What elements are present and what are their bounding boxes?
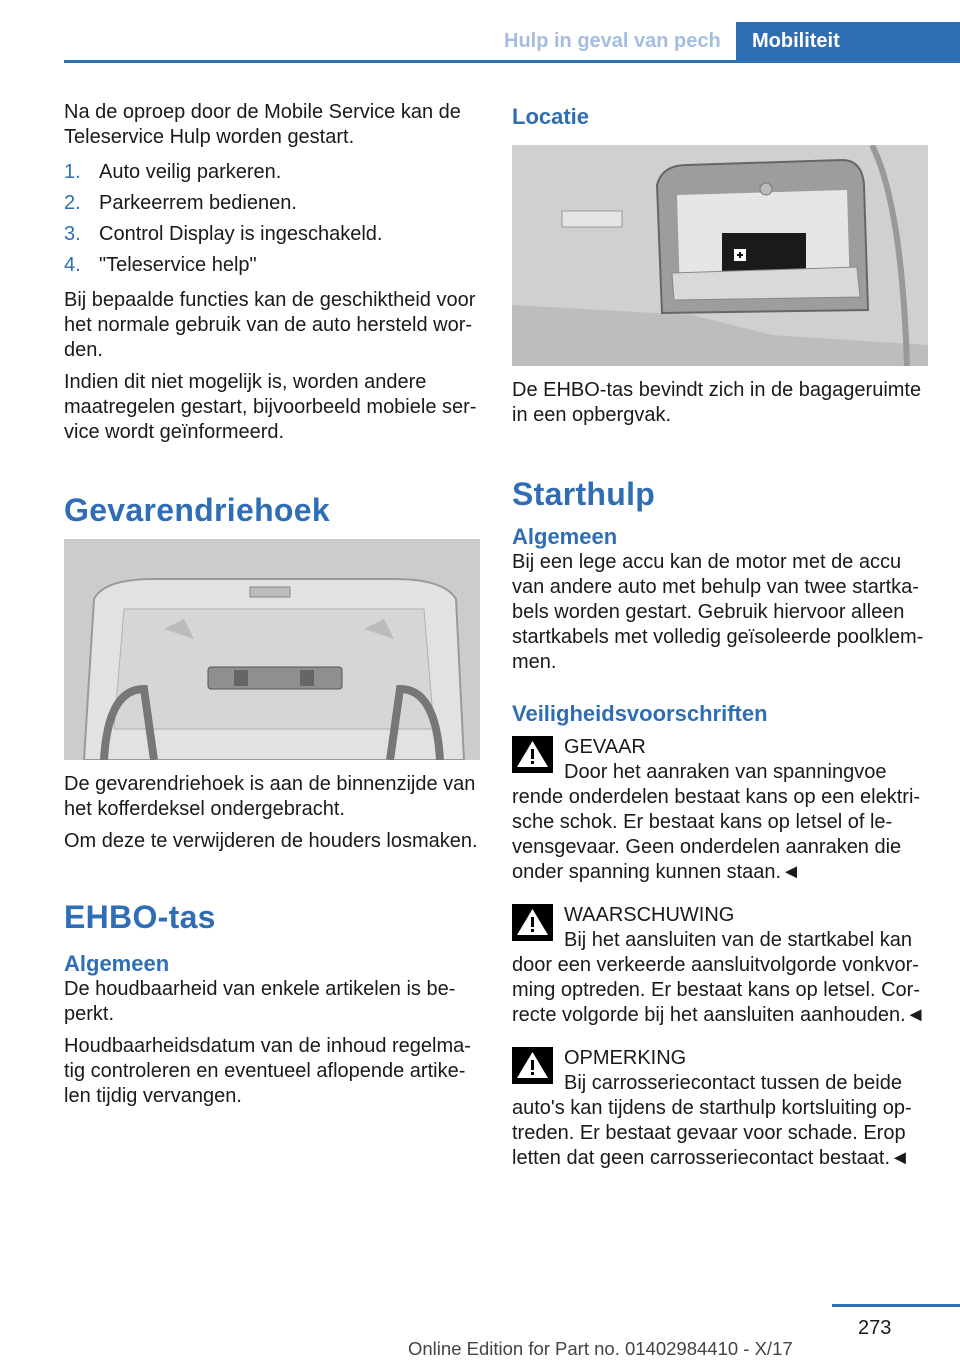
page-number: 273: [858, 1317, 892, 1339]
subsection-title-algemeen: Algemeen: [64, 951, 170, 976]
warning-triangle-icon: [512, 736, 553, 773]
footer-edition: Online Edition for Part no. 01402984410 - X/17: [408, 1338, 793, 1359]
step-number: 2.: [64, 192, 81, 214]
intro-paragraph: Na de oproep door de Mobile Service kan de Teleservice Hulp worden gestart.: [64, 101, 461, 148]
step-text: Parkeerrem bedienen.: [99, 192, 297, 214]
step-item: [64, 188, 484, 219]
step-item: [64, 250, 484, 281]
header-rule: [64, 60, 960, 63]
paragraph-restore: Bij bepaalde functies kan de geschiktheid voor het normale gebruik van de auto hersteld worden.: [64, 289, 476, 361]
steps-list: [64, 157, 484, 281]
warning-text: auto's kan tijdens de starthulp kortsluiting optreden. Er bestaat gevaar voor schade. Erop letten dat geen carrosseriecontact bestaat.◄: [512, 1097, 912, 1169]
step-item: [64, 219, 484, 250]
warning-text: rende onderdelen bestaat kans op een elektrische schok. Er bestaat kans op letsel of levensgevaar. Geen onderdelen aanraken die onder spanning kunnen staan.◄: [512, 786, 921, 883]
caption-locatie: De EHBO-tas bevindt zich in de bagageruimte in een opbergvak.: [512, 379, 922, 426]
trunk-lid-illustration: [64, 539, 480, 760]
section-title-ehbo: EHBO-tas: [64, 899, 216, 935]
first-aid-kit-illustration: [512, 145, 928, 366]
warning-lead: Bij het aansluiten van de startkabel kan: [564, 929, 912, 951]
warning-triangle-icon: [512, 904, 553, 941]
header-section-title: Hulp in geval van pech: [504, 30, 721, 52]
header-chapter-tab: Mobiliteit: [736, 22, 960, 63]
step-text: Control Display is ingeschakeld.: [99, 223, 383, 245]
paragraph-houdbaarheid: De houdbaarheid van enkele artikelen is beperkt.: [64, 978, 456, 1025]
warning-text: door een verkeerde aansluitvolgorde vonkvorming optreden. Er bestaat kans op letsel. Correcte volgorde bij het aansluiten aanhouden.◄: [512, 954, 926, 1026]
warning-lead: Door het aanraken van spanningvoe: [564, 761, 887, 783]
footer-rule: [832, 1304, 960, 1307]
right-column: [512, 100, 932, 1189]
subsection-title-locatie: Locatie: [512, 104, 590, 129]
subsection-title-veiligheid: Veiligheidsvoorschriften: [512, 701, 768, 726]
warning-gevaar: [512, 735, 932, 885]
step-text: Auto veilig parkeren.: [99, 161, 282, 183]
warning-label: OPMERKING: [564, 1047, 687, 1069]
warning-lead: Bij carrosseriecontact tussen de beide: [564, 1072, 902, 1094]
step-number: 1.: [64, 161, 81, 183]
step-number: 4.: [64, 254, 81, 276]
section-title-gevarendriehoek: Gevarendriehoek: [64, 492, 330, 528]
caption-gevarendriehoek: De gevarendriehoek is aan de binnenzijde van het kofferdeksel ondergebracht.: [64, 773, 476, 820]
warning-waarschuwing: [512, 903, 932, 1028]
paragraph-measures: Indien dit niet mogelijk is, worden andere maatregelen gestart, bijvoorbeeld mobiele service wordt geïnformeerd.: [64, 371, 477, 443]
left-column: [64, 100, 484, 1116]
warning-label: WAARSCHUWING: [564, 904, 735, 926]
step-item: [64, 157, 484, 188]
paragraph-houders: Om deze te verwijderen de houders losmaken.: [64, 830, 478, 852]
paragraph-starthulp: Bij een lege accu kan de motor met de accu van andere auto met behulp van twee startkabels worden gestart. Gebruik hiervoor alleen startkabels met volledig geïsoleerde poolklemmen.: [512, 551, 924, 673]
subsection-title-algemeen-starthulp: Algemeen: [512, 524, 618, 549]
warning-triangle-icon: [512, 1047, 553, 1084]
warning-opmerking: [512, 1046, 932, 1171]
warning-label: GEVAAR: [564, 736, 646, 758]
step-number: 3.: [64, 223, 81, 245]
paragraph-controleren: Houdbaarheidsdatum van de inhoud regelmatig controleren en eventueel aflopende artikelen tijdig vervangen.: [64, 1035, 471, 1107]
step-text: "Teleservice help": [99, 254, 257, 276]
section-title-starthulp: Starthulp: [512, 476, 656, 512]
